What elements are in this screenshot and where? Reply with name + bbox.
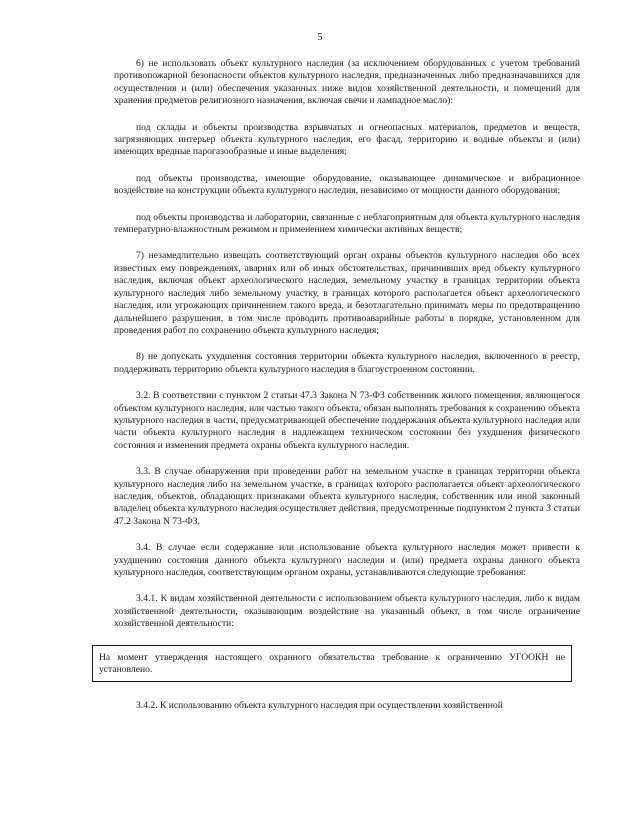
paragraph-3-3: 3.3. В случае обнаружения при проведении работ на земельном участке в границах территории объекта культурного наследия либо на земельном участке, в границах которого располагается объект археологического наследия, объектов, обладающих признаками объекта культурного наследия, собственник или иной законный владелец объекта культурного наследия осуществляет действия, предусмотренные подпунктом 2 пункта 3 статьи 47.2 Закона N 73-ФЗ. <box>114 466 580 527</box>
notice-box-text: На момент утверждения настоящего охранного обязательства требование к ограничению УГООКН не установлено. <box>99 651 565 676</box>
paragraph-production-vibration: под объекты производства, имеющие оборудование, оказывающее динамическое и вибрационное воздействие на конструкции объекта культурного наследия, независимо от мощности данного оборудования; <box>114 172 580 197</box>
paragraph-laboratories: под объекты производства и лаборатории, связанные с неблагоприятным для объекта культурного наследия температурно-влажностным режимом и применением химически активных веществ; <box>114 211 580 236</box>
paragraph-3-4-2: 3.4.2. К использованию объекта культурного наследия при осуществлении хозяйственной <box>136 700 503 712</box>
paragraph-item-8: 8) не допускать ухудшения состояния территории объекта культурного наследия, включенного в реестр, поддерживать территорию объекта культурного наследия в благоустроенном состоянии. <box>114 351 580 375</box>
notice-box <box>92 645 572 683</box>
paragraph-3-4: 3.4. В случае если содержание или использование объекта культурного наследия может привести к ухудшению состояния данного объекта культурного наследия и (или) предмета охраны данного объекта культурного наследия, соответствующим органом охраны, устанавливаются следующие требования: <box>114 542 580 578</box>
paragraph-item-6: 6) не использовать объект культурного наследия (за исключением оборудованных с учетом требований противопожарной безопасности объектов культурного наследия, предназначенных либо предназначавшихся для осуществления и (или) обеспечения указанных ниже видов хозяйственной деятельности, и помещений для хранения предметов религиозного назначения, включая свечи и лампадное масло): <box>114 58 580 107</box>
document-body <box>99 58 580 727</box>
paragraph-3-4-1: 3.4.1. К видам хозяйственной деятельности с использованием объекта культурного наследия, либо к видам хозяйственной деятельности, оказывающим воздействие на указанный объект, в том числе ограничение хозяйственной деятельности: <box>114 593 580 630</box>
paragraph-3-2: 3.2. В соответствии с пунктом 2 статьи 47.3 Закона N 73-ФЗ собственник жилого помещения, являющегося объектом культурного наследия, или частью такого объекта, обязан выполнять требования к сохранению объекта культурного наследия в части, предусматривающей обеспечение поддержания объекта культурного наследия или части объекта культурного наследия в надлежащем техническом состоянии без ухудшения физического состояния и изменения предмета охраны объекта культурного наследия. <box>114 390 580 451</box>
paragraph-item-7: 7) незамедлительно извещать соответствующий орган охраны объектов культурного наследия обо всех известных ему повреждениях, авариях или об иных обстоятельствах, причинивших вред объекту культурного наследия, включая объект археологического наследия, земельному участку в границах территории объекта культурного наследия либо земельному участку, в границах которого располагается объект археологического наследия, или угрожающих причинением такого вреда, и безотлагательно принимать меры по предотвращению дальнейшего разрушения, в том числе проводить противоаварийные работы в порядке, установленном для проведения работ по сохранению объекта культурного наследия; <box>114 250 580 336</box>
page-number: 5 <box>317 32 323 43</box>
paragraph-warehouses: под склады и объекты производства взрывчатых и огнеопасных материалов, предметов и веществ, загрязняющих интерьер объекта культурного наследия, его фасад, территорию и водные объекты и (или) имеющих вредные парогазообразные и иные выделения; <box>114 121 580 158</box>
